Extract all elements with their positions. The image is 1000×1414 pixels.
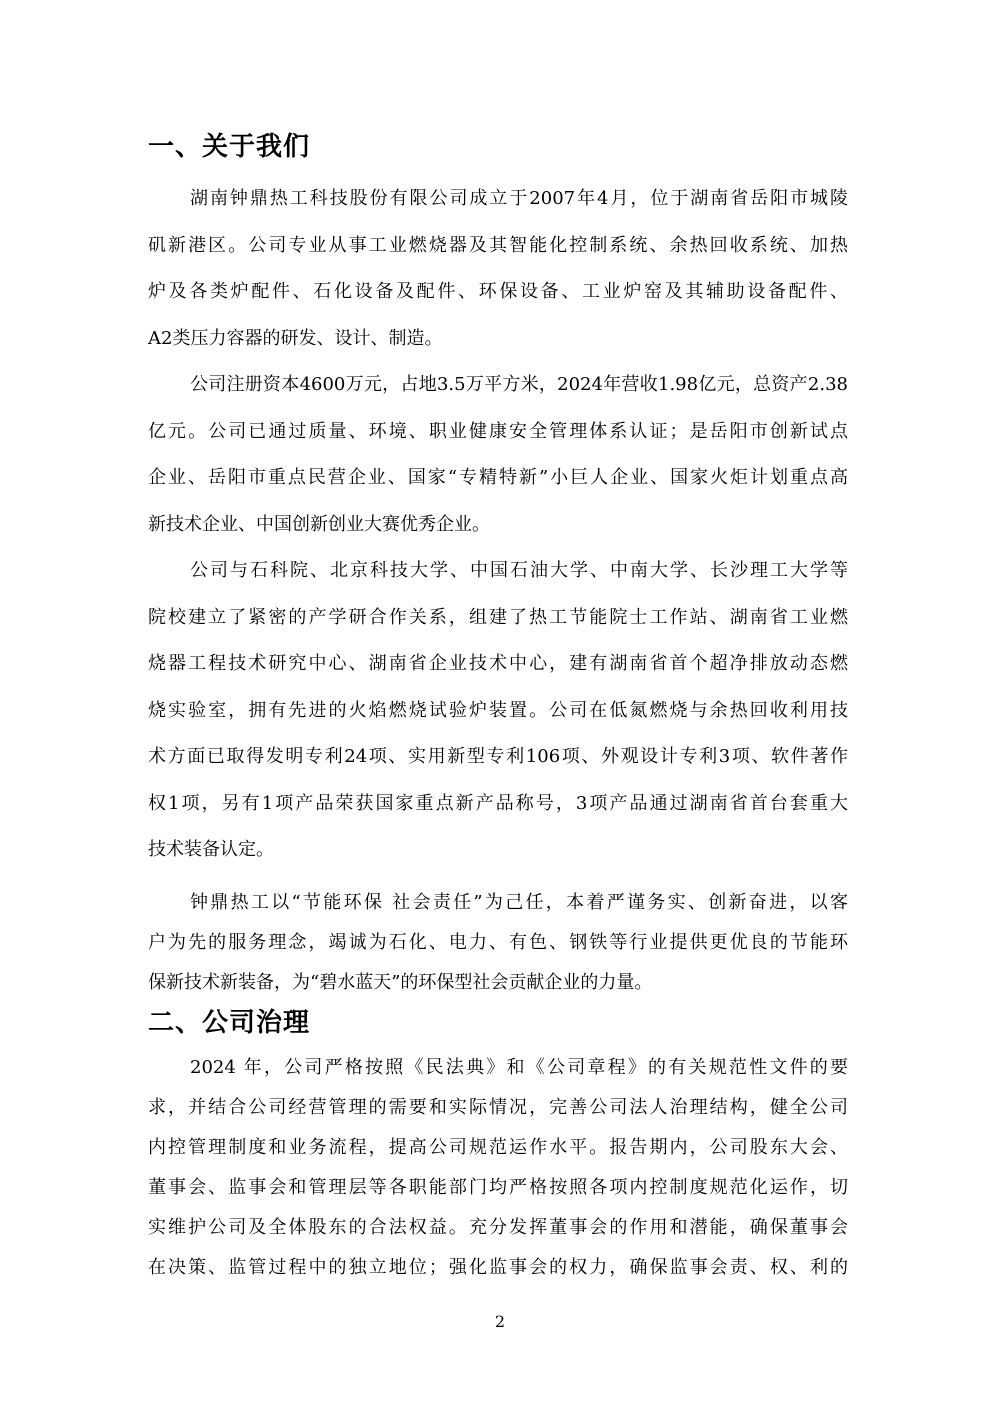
text-line: 新技术企业、中国创新创业大赛优秀企业。 bbox=[148, 513, 490, 535]
text-line: 求，并结合公司经营管理的需要和实际情况，完善公司法人治理结构，健全公司 bbox=[148, 1096, 848, 1118]
text-line: 董事会、监事会和管理层等各职能部门均严格按照各项内控制度规范化运作，切 bbox=[148, 1176, 848, 1198]
page-content bbox=[148, 0, 848, 1288]
text-line: 实维护公司及全体股东的合法权益。充分发挥董事会的作用和潜能，确保董事会 bbox=[148, 1216, 848, 1238]
paragraph bbox=[148, 883, 848, 1003]
page-number: 2 bbox=[494, 1312, 506, 1331]
paragraph bbox=[148, 1048, 848, 1288]
section-heading: 二、公司治理 bbox=[148, 1007, 311, 1038]
text-line: 保新技术新装备，为“碧水蓝天”的环保型社会贡献企业的力量。 bbox=[148, 971, 653, 993]
paragraph bbox=[148, 362, 848, 548]
section-2 bbox=[148, 1005, 848, 1288]
text-line: 烧器工程技术研究中心、湖南省企业技术中心，建有湖南省首个超净排放动态燃 bbox=[148, 653, 848, 674]
paragraph bbox=[148, 176, 848, 362]
text-line: 户为先的服务理念，竭诚为石化、电力、有色、钢铁等行业提供更优良的节能环 bbox=[148, 931, 848, 953]
text-line: 权1项，另有1项产品荣获国家重点新产品称号，3项产品通过湖南省首台套重大 bbox=[148, 792, 848, 814]
paragraph bbox=[148, 548, 848, 874]
text-line: 企业、岳阳市重点民营企业、国家“专精特新”小巨人企业、国家火炬计划重点高 bbox=[148, 467, 848, 488]
text-line: 炉及各类炉配件、石化设备及配件、环保设备、工业炉窑及其辅助设备配件、 bbox=[148, 281, 848, 302]
text-line: 公司注册资本4600万元，占地3.5万平方米，2024年营收1.98亿元，总资产2.38 bbox=[190, 374, 848, 395]
text-line: 矶新港区。公司专业从事工业燃烧器及其智能化控制系统、余热回收系统、加热 bbox=[148, 234, 848, 256]
text-line: 湖南钟鼎热工科技股份有限公司成立于2007年4月，位于湖南省岳阳市城陵 bbox=[190, 188, 848, 209]
text-line: 院校建立了紧密的产学研合作关系，组建了热工节能院士工作站、湖南省工业燃 bbox=[148, 606, 848, 628]
text-line: 公司与石科院、北京科技大学、中国石油大学、中南大学、长沙理工大学等 bbox=[190, 560, 848, 581]
text-line: A2类压力容器的研发、设计、制造。 bbox=[148, 327, 443, 349]
text-line: 技术装备认定。 bbox=[148, 839, 274, 860]
text-line: 内控管理制度和业务流程，提高公司规范运作水平。报告期内，公司股东大会、 bbox=[148, 1136, 848, 1158]
text-line: 钟鼎热工以“节能环保 社会责任”为己任，本着严谨务实、创新奋进，以客 bbox=[190, 891, 848, 913]
text-line: 术方面已取得发明专利24项、实用新型专利106项、外观设计专利3项、软件著作 bbox=[148, 746, 848, 767]
text-line: 烧实验室，拥有先进的火焰燃烧试验炉装置。公司在低氮燃烧与余热回收利用技 bbox=[148, 699, 848, 721]
text-line: 在决策、监管过程中的独立地位；强化监事会的权力，确保监事会责、权、利的 bbox=[148, 1256, 848, 1278]
text-line: 2024 年，公司严格按照《民法典》和《公司章程》的有关规范性文件的要 bbox=[190, 1056, 848, 1078]
page-footer bbox=[0, 1312, 1000, 1331]
section-heading: 一、关于我们 bbox=[148, 132, 311, 162]
section-1 bbox=[148, 129, 848, 1003]
text-line: 亿元。公司已通过质量、环境、职业健康安全管理体系认证；是岳阳市创新试点 bbox=[148, 420, 848, 442]
